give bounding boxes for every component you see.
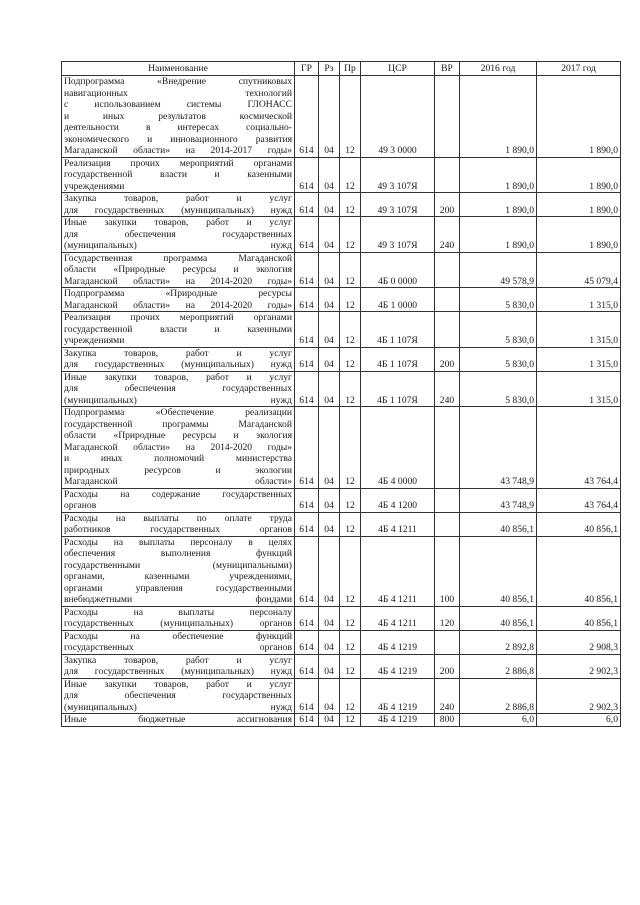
header-2016: 2016 год: [460, 62, 537, 76]
row-csr: 4Б 1 107Я: [361, 312, 435, 348]
row-pr: 12: [340, 536, 361, 606]
row-gr: 614: [295, 512, 319, 536]
table-row: [62, 630, 621, 654]
row-name: Государственная программа Магаданской области «Природные ресурсы и экология Магаданской области» на 2014-2020 годы»: [62, 252, 295, 288]
row-csr: 4Б 1 0000: [361, 288, 435, 312]
row-name: Закупка товаров, работ и услуг для государственных (муниципальных) нужд: [62, 654, 295, 678]
row-gr: 614: [295, 288, 319, 312]
row-csr: 49 3 107Я: [361, 217, 435, 253]
row-name: Иные закупки товаров, работ и услуг для обеспечения государственных (муниципальных) нужд: [62, 371, 295, 407]
row-pr: 12: [340, 630, 361, 654]
row-vr: [435, 252, 460, 288]
row-2016: 40 856,1: [460, 536, 537, 606]
header-csr: ЦСР: [361, 62, 435, 76]
table-row: [62, 157, 621, 193]
row-rz: 04: [319, 312, 340, 348]
row-pr: 12: [340, 512, 361, 536]
row-2016: 40 856,1: [460, 512, 537, 536]
row-vr: [435, 630, 460, 654]
row-rz: 04: [319, 606, 340, 630]
row-vr: 100: [435, 536, 460, 606]
row-2016: 2 892,8: [460, 630, 537, 654]
row-csr: 4Б 4 1219: [361, 714, 435, 727]
row-pr: 12: [340, 606, 361, 630]
row-vr: 200: [435, 347, 460, 371]
table-row: [62, 76, 621, 158]
row-name: Закупка товаров, работ и услуг для государственных (муниципальных) нужд: [62, 193, 295, 217]
row-rz: 04: [319, 252, 340, 288]
table-row: [62, 536, 621, 606]
row-2017: 1 890,0: [537, 217, 621, 253]
row-2016: 1 890,0: [460, 76, 537, 158]
table-row: [62, 252, 621, 288]
row-name: Реализация прочих мероприятий органами государственной власти и казенными учреждениями: [62, 157, 295, 193]
row-vr: 240: [435, 217, 460, 253]
row-rz: 04: [319, 347, 340, 371]
header-rz: Рз: [319, 62, 340, 76]
row-gr: 614: [295, 347, 319, 371]
row-pr: 12: [340, 371, 361, 407]
row-2016: 2 886,8: [460, 678, 537, 714]
header-pr: Пр: [340, 62, 361, 76]
row-name: Подпрограмма «Природные ресурсы Магаданской области» на 2014-2020 годы»: [62, 288, 295, 312]
row-rz: 04: [319, 157, 340, 193]
row-gr: 614: [295, 407, 319, 489]
row-pr: 12: [340, 157, 361, 193]
row-vr: [435, 512, 460, 536]
row-2017: 1 890,0: [537, 157, 621, 193]
row-2016: 2 886,8: [460, 654, 537, 678]
row-gr: 614: [295, 678, 319, 714]
row-name: Расходы на обеспечение функций государственных органов: [62, 630, 295, 654]
row-name: Расходы на выплаты по оплате труда работников государственных органов: [62, 512, 295, 536]
table-row: [62, 654, 621, 678]
row-vr: 200: [435, 654, 460, 678]
row-name: Иные закупки товаров, работ и услуг для обеспечения государственных (муниципальных) нужд: [62, 678, 295, 714]
row-csr: 4Б 4 1211: [361, 512, 435, 536]
row-2016: 40 856,1: [460, 606, 537, 630]
header-gr: ГР: [295, 62, 319, 76]
table-row: [62, 512, 621, 536]
row-pr: 12: [340, 76, 361, 158]
row-2016: 1 890,0: [460, 157, 537, 193]
row-2016: 5 830,0: [460, 312, 537, 348]
row-name: Реализация прочих мероприятий органами государственной власти и казенными учреждениями: [62, 312, 295, 348]
row-2017: 1 315,0: [537, 312, 621, 348]
row-2017: 6,0: [537, 714, 621, 727]
row-csr: 49 3 0000: [361, 76, 435, 158]
row-rz: 04: [319, 678, 340, 714]
row-2017: 2 902,3: [537, 654, 621, 678]
row-2016: 49 578,9: [460, 252, 537, 288]
row-name: Расходы на выплаты персоналу государственных (муниципальных) органов: [62, 606, 295, 630]
row-2017: 43 764,4: [537, 407, 621, 489]
row-csr: 49 3 107Я: [361, 193, 435, 217]
row-vr: [435, 288, 460, 312]
row-rz: 04: [319, 217, 340, 253]
row-name: Подпрограмма «Внедрение спутниковых навигационных технологий с использованием системы ГЛОНАСС и иных результатов космической деятельности в интересах социально- экономического и инновационного развития Магаданской области» на 2014-2017 годы»: [62, 76, 295, 158]
row-csr: 4Б 4 1219: [361, 654, 435, 678]
table-row: [62, 288, 621, 312]
row-csr: 4Б 4 0000: [361, 407, 435, 489]
row-gr: 614: [295, 252, 319, 288]
row-name: Иные бюджетные ассигнования: [62, 714, 295, 727]
row-gr: 614: [295, 536, 319, 606]
row-gr: 614: [295, 630, 319, 654]
row-2017: 40 856,1: [537, 512, 621, 536]
row-pr: 12: [340, 678, 361, 714]
row-csr: 4Б 1 107Я: [361, 347, 435, 371]
row-gr: 614: [295, 488, 319, 512]
row-vr: [435, 407, 460, 489]
row-name: Закупка товаров, работ и услуг для государственных (муниципальных) нужд: [62, 347, 295, 371]
table-row: [62, 714, 621, 727]
row-vr: 240: [435, 678, 460, 714]
row-csr: 4Б 4 1211: [361, 536, 435, 606]
row-rz: 04: [319, 76, 340, 158]
row-gr: 614: [295, 371, 319, 407]
row-gr: 614: [295, 157, 319, 193]
row-vr: [435, 312, 460, 348]
row-vr: 240: [435, 371, 460, 407]
row-csr: 4Б 4 1219: [361, 678, 435, 714]
row-rz: 04: [319, 714, 340, 727]
header-vr: ВР: [435, 62, 460, 76]
row-pr: 12: [340, 288, 361, 312]
row-csr: 4Б 4 1200: [361, 488, 435, 512]
row-pr: 12: [340, 347, 361, 371]
row-gr: 614: [295, 606, 319, 630]
row-name: Расходы на содержание государственных органов: [62, 488, 295, 512]
row-gr: 614: [295, 193, 319, 217]
row-name: Иные закупки товаров, работ и услуг для обеспечения государственных (муниципальных) нужд: [62, 217, 295, 253]
row-2016: 43 748,9: [460, 407, 537, 489]
row-2016: 5 830,0: [460, 371, 537, 407]
row-2017: 40 856,1: [537, 606, 621, 630]
table-row: [62, 347, 621, 371]
row-pr: 12: [340, 312, 361, 348]
header-name: Наименование: [62, 62, 295, 76]
row-vr: 800: [435, 714, 460, 727]
row-gr: 614: [295, 714, 319, 727]
row-gr: 614: [295, 217, 319, 253]
row-2017: 2 908,3: [537, 630, 621, 654]
row-2017: 45 079,4: [537, 252, 621, 288]
table-row: [62, 371, 621, 407]
row-csr: 4Б 0 0000: [361, 252, 435, 288]
row-pr: 12: [340, 217, 361, 253]
row-csr: 4Б 4 1211: [361, 606, 435, 630]
row-vr: [435, 488, 460, 512]
row-2016: 1 890,0: [460, 193, 537, 217]
row-rz: 04: [319, 536, 340, 606]
row-rz: 04: [319, 654, 340, 678]
row-2016: 5 830,0: [460, 347, 537, 371]
row-2017: 2 902,3: [537, 678, 621, 714]
row-vr: 200: [435, 193, 460, 217]
table-body: [62, 76, 621, 727]
row-gr: 614: [295, 76, 319, 158]
header-2017: 2017 год: [537, 62, 621, 76]
row-2017: 1 890,0: [537, 193, 621, 217]
row-2017: 1 315,0: [537, 371, 621, 407]
row-pr: 12: [340, 252, 361, 288]
row-2016: 43 748,9: [460, 488, 537, 512]
table-row: [62, 678, 621, 714]
row-rz: 04: [319, 512, 340, 536]
row-csr: 4Б 1 107Я: [361, 371, 435, 407]
row-rz: 04: [319, 630, 340, 654]
table-row: [62, 606, 621, 630]
row-vr: 120: [435, 606, 460, 630]
row-name: Расходы на выплаты персоналу в целях обеспечения выполнения функций государственными (муниципальными) органами, казенными учреждениями, органами управления государственными внебюджетными фондами: [62, 536, 295, 606]
row-pr: 12: [340, 488, 361, 512]
row-2017: 43 764,4: [537, 488, 621, 512]
row-2017: 1 890,0: [537, 76, 621, 158]
row-rz: 04: [319, 407, 340, 489]
row-2017: 40 856,1: [537, 536, 621, 606]
row-name: Подпрограмма «Обеспечение реализации государственной программы Магаданской области «Природные ресурсы и экология Магаданской области» на 2014-2020 годы» и иных полномочий министерства природных ресурсов и экологии Магаданской области»: [62, 407, 295, 489]
row-gr: 614: [295, 312, 319, 348]
table-row: [62, 312, 621, 348]
budget-table: [61, 61, 621, 727]
row-2016: 5 830,0: [460, 288, 537, 312]
table-row: [62, 407, 621, 489]
row-csr: 4Б 4 1219: [361, 630, 435, 654]
row-pr: 12: [340, 654, 361, 678]
row-2017: 1 315,0: [537, 347, 621, 371]
row-csr: 49 3 107Я: [361, 157, 435, 193]
row-2016: 6,0: [460, 714, 537, 727]
row-2017: 1 315,0: [537, 288, 621, 312]
row-pr: 12: [340, 714, 361, 727]
table-row: [62, 193, 621, 217]
table-row: [62, 488, 621, 512]
row-gr: 614: [295, 654, 319, 678]
row-rz: 04: [319, 371, 340, 407]
row-rz: 04: [319, 288, 340, 312]
row-vr: [435, 76, 460, 158]
row-rz: 04: [319, 193, 340, 217]
row-vr: [435, 157, 460, 193]
table-row: [62, 217, 621, 253]
row-2016: 1 890,0: [460, 217, 537, 253]
row-rz: 04: [319, 488, 340, 512]
row-pr: 12: [340, 193, 361, 217]
table-header: [62, 62, 621, 76]
row-pr: 12: [340, 407, 361, 489]
